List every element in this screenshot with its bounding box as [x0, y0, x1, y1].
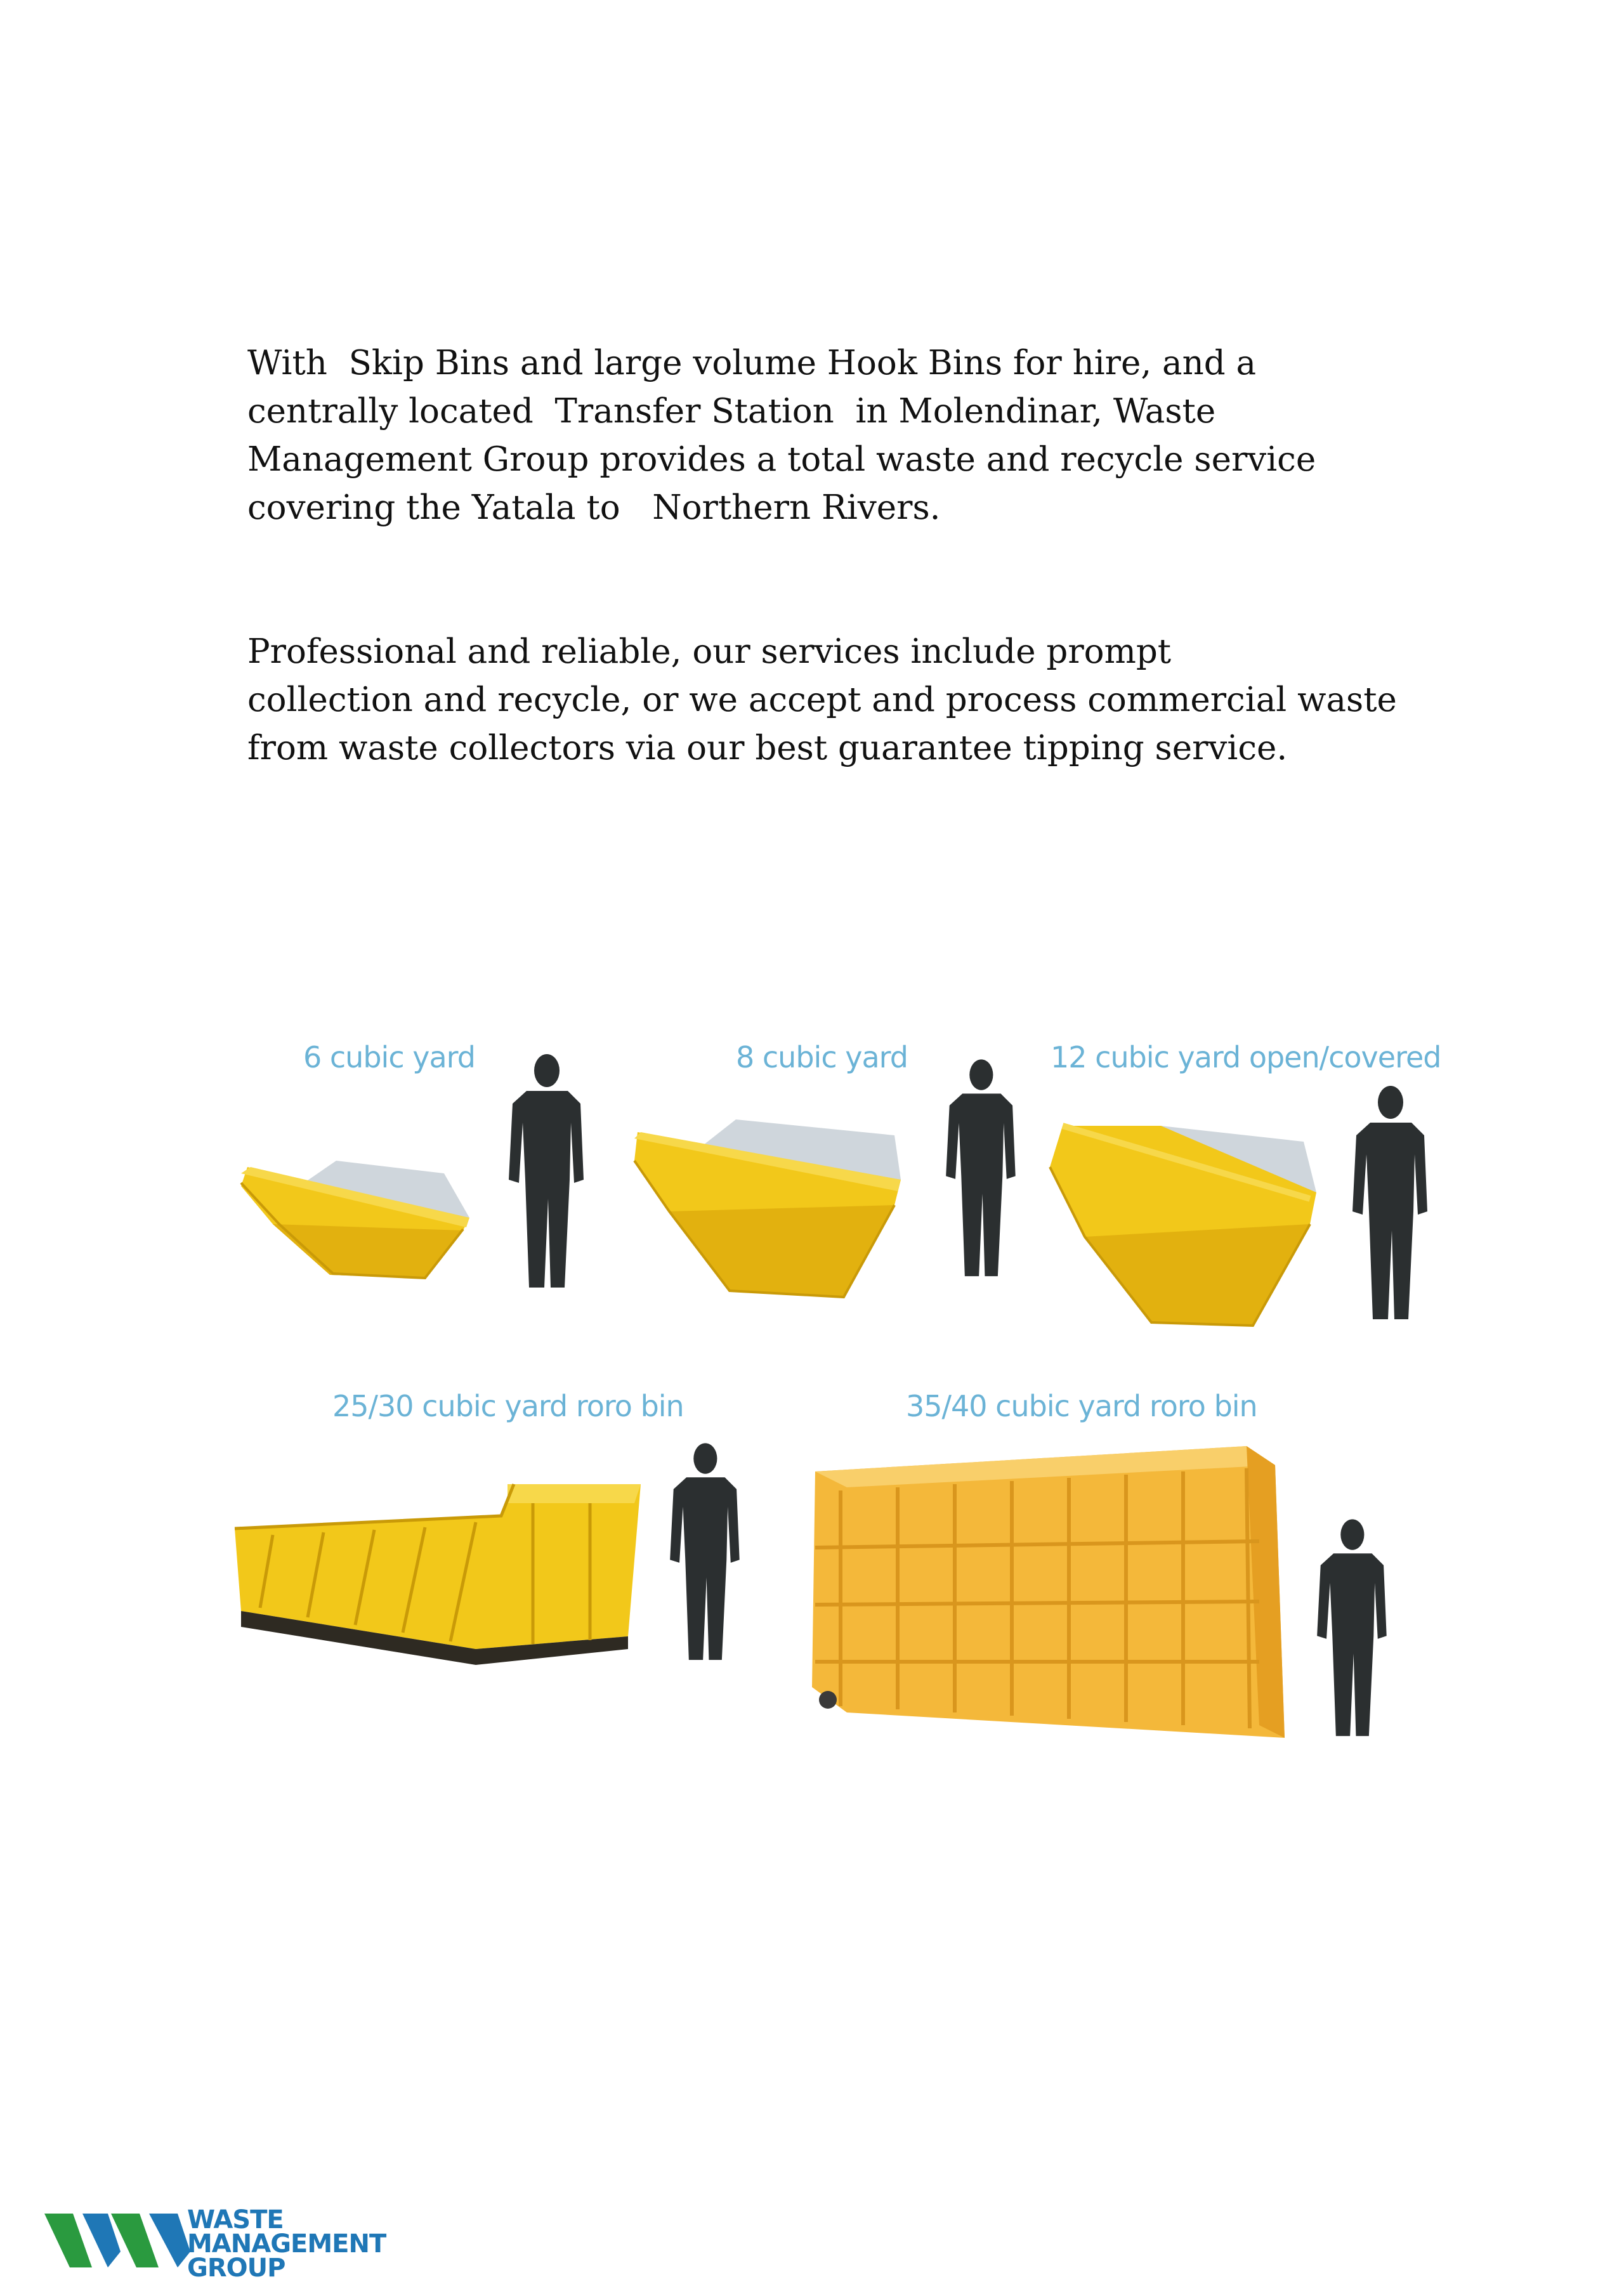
person-silhouette-icon — [663, 1433, 745, 1674]
roro-bin-35-40yd-image — [802, 1446, 1291, 1751]
person-silhouette-icon — [1345, 1085, 1434, 1326]
bin-caption-8yd: 8 cubic yard — [736, 1040, 908, 1074]
person-silhouette-icon — [1310, 1510, 1392, 1751]
bin-caption-6yd: 6 cubic yard — [303, 1040, 475, 1074]
services-line: from waste collectors via our best guarantee tipping service. — [247, 729, 1288, 767]
intro-line: centrally located Transfer Station in Molendinar, Waste — [247, 392, 1216, 431]
intro-line: With Skip Bins and large volume Hook Bins for hire, and a — [247, 344, 1257, 382]
intro-line: covering the Yatala to Northern Rivers. — [247, 488, 941, 527]
logo-line-management: MANAGEMENT — [187, 2229, 386, 2259]
bin-caption-35-40yd: 35/40 cubic yard roro bin — [906, 1389, 1257, 1423]
services-paragraph — [247, 628, 1453, 773]
logo-line-waste: WASTE — [187, 2205, 284, 2234]
intro-line: Management Group provides a total waste and recycle service — [247, 440, 1316, 479]
services-line: Professional and reliable, our services include prompt — [247, 632, 1172, 671]
bin-caption-25-30yd: 25/30 cubic yard roro bin — [332, 1389, 684, 1423]
logo-line-group: GROUP — [187, 2254, 285, 2283]
skip-bin-6yd-image — [241, 1148, 476, 1294]
wmg-logo-mark-icon — [44, 2207, 190, 2277]
skip-bin-12yd-image — [1050, 1123, 1329, 1332]
skip-bin-8yd-image — [634, 1116, 907, 1300]
services-line: collection and recycle, or we accept and process commercial waste — [247, 681, 1397, 719]
waste-management-group-logo — [44, 2207, 438, 2283]
intro-paragraph — [247, 339, 1453, 532]
person-silhouette-icon — [939, 1050, 1021, 1291]
bin-caption-12yd: 12 cubic yard open/covered — [1051, 1040, 1441, 1074]
roro-bin-25-30yd-image — [235, 1478, 647, 1674]
person-silhouette-icon — [501, 1053, 590, 1294]
